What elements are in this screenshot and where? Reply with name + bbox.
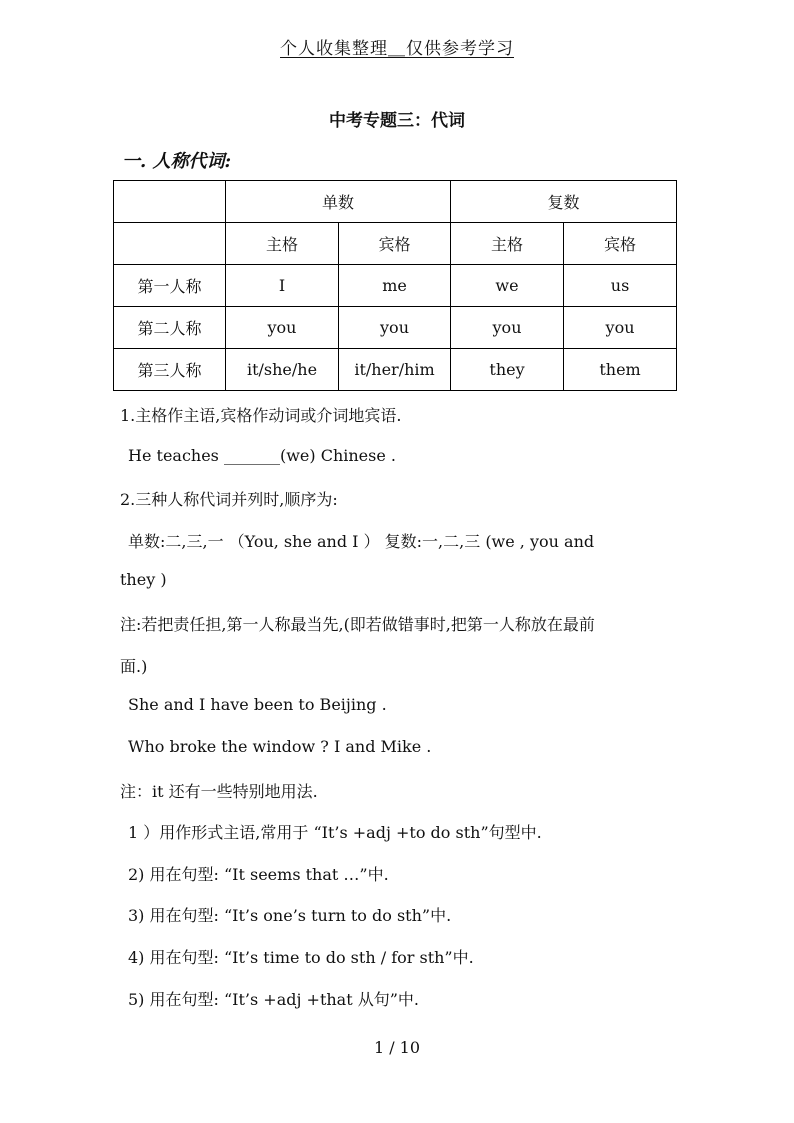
table-cell: I	[226, 265, 339, 307]
table-cell: you	[339, 307, 451, 349]
table-cell: it/her/him	[339, 349, 451, 391]
table-cell: you	[564, 307, 677, 349]
example-line: they )	[120, 570, 167, 589]
rule-line: 2.三种人称代词并列时,顺序为:	[120, 490, 338, 509]
table-group-header-row	[114, 181, 677, 223]
table-cell: it/she/he	[226, 349, 339, 391]
group-header-singular: 单数	[226, 181, 451, 223]
table-row	[114, 307, 677, 349]
example-line: He teaches _______(we) Chinese .	[128, 446, 396, 465]
note-line: 注:若把责任担,第一人称最当先,(即若做错事时,把第一人称放在最前	[120, 615, 595, 634]
section-heading: 一. 人称代词:	[122, 151, 232, 172]
table-cell: you	[226, 307, 339, 349]
row-label: 第一人称	[114, 265, 226, 307]
usage-item: 2) 用在句型: “It seems that …”中.	[128, 865, 389, 884]
example-line: Who broke the window ? I and Mike .	[128, 737, 432, 756]
usage-item: 5) 用在句型: “It’s +adj +that 从句”中.	[128, 990, 419, 1009]
table-corner-cell	[114, 181, 226, 223]
row-label: 第三人称	[114, 349, 226, 391]
table-cell: us	[564, 265, 677, 307]
page-title: 中考专题三：代词	[329, 111, 465, 131]
example-line: 单数:二,三,一 （You, she and I ） 复数:一,二,三 (we , you and	[128, 532, 595, 551]
table-cell: them	[564, 349, 677, 391]
sub-header: 主格	[226, 223, 339, 265]
usage-item: 4) 用在句型: “It’s time to do sth / for sth”中.	[128, 948, 474, 967]
pronoun-table	[113, 180, 677, 391]
sub-header: 宾格	[564, 223, 677, 265]
header-note: 个人收集整理＿仅供参考学习	[280, 39, 514, 59]
group-header-plural: 复数	[451, 181, 677, 223]
table-sub-header-row	[114, 223, 677, 265]
rule-line: 1.主格作主语,宾格作动词或介词地宾语.	[120, 406, 402, 425]
table-row	[114, 349, 677, 391]
table-cell: me	[339, 265, 451, 307]
note-line: 注：it 还有一些特别地用法.	[120, 782, 318, 801]
table-cell: we	[451, 265, 564, 307]
row-label: 第二人称	[114, 307, 226, 349]
page-number: 1 / 10	[373, 1038, 421, 1057]
sub-header: 宾格	[339, 223, 451, 265]
table-blank-cell	[114, 223, 226, 265]
usage-item: 3) 用在句型: “It’s one’s turn to do sth”中.	[128, 906, 452, 925]
table-cell: they	[451, 349, 564, 391]
sub-header: 主格	[451, 223, 564, 265]
table-cell: you	[451, 307, 564, 349]
usage-item: 1 ）用作形式主语,常用于 “It’s +adj +to do sth”句型中.	[128, 823, 542, 842]
table-row	[114, 265, 677, 307]
example-line: She and I have been to Beijing .	[128, 695, 387, 714]
note-line: 面.)	[120, 657, 148, 676]
